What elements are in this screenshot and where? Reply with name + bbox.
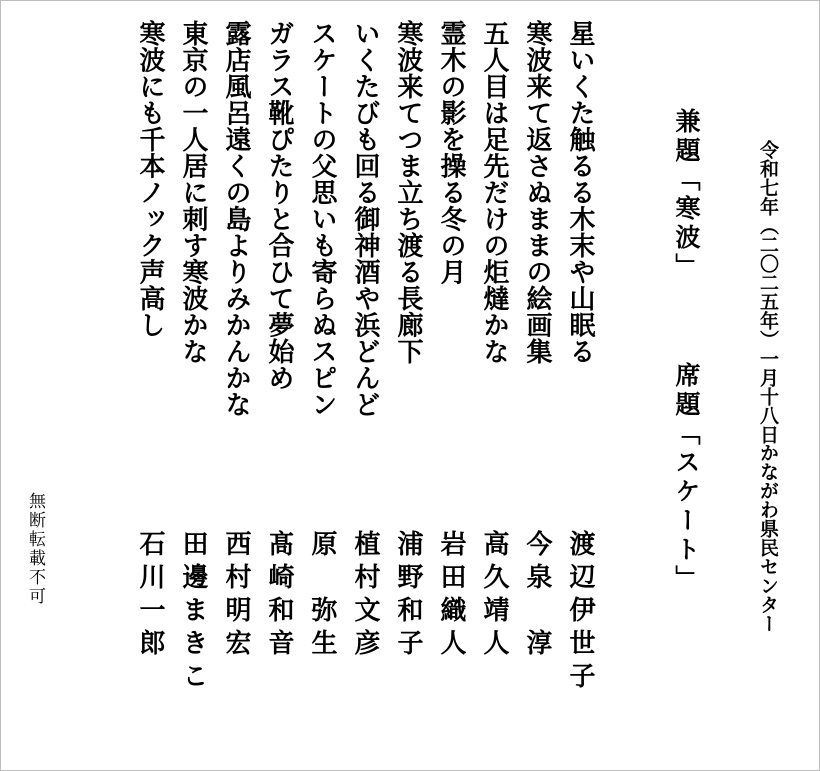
theme-sekidai: 席題「スケート」 xyxy=(672,362,701,594)
haiku-3: 五人目は足先だけの炬燵かな xyxy=(479,20,509,365)
haiku-6: いくたびも回る御神酒や浜どんど xyxy=(350,20,380,418)
haiku-2: 寒波来て返さぬままの絵画集 xyxy=(522,20,552,365)
author-11: 石川一郎 xyxy=(135,530,165,662)
author-10: 田邊まきこ xyxy=(178,530,208,695)
meeting-date: 令和七年（二〇二五年）一月十八日 xyxy=(757,140,779,444)
haiku-7: スケートの父思いも寄らぬスピン xyxy=(307,20,337,418)
haiku-1: 星いくた触るる木末や山眠る xyxy=(565,20,595,365)
haiku-8: ガラス靴ぴたりと合ひて夢始め xyxy=(264,20,294,391)
author-8: 髙崎和音 xyxy=(264,530,294,662)
haiku-9: 露店風呂遠くの島よりみかんかな xyxy=(221,20,251,418)
author-9: 西村明宏 xyxy=(221,530,251,662)
author-4: 岩田織人 xyxy=(436,530,466,662)
author-3: 高久靖人 xyxy=(479,530,509,662)
author-1: 渡辺伊世子 xyxy=(565,530,595,695)
haiku-5: 寒波来てつま立ち渡る長廊下 xyxy=(393,20,423,365)
haiku-4: 霊木の影を操る冬の月 xyxy=(436,20,466,285)
author-6: 植村文彦 xyxy=(350,530,380,662)
author-2: 今泉 淳 xyxy=(522,530,552,662)
no-reproduction-notice: 無断転載不可 xyxy=(25,492,45,606)
theme-kendai: 兼題「寒波」 xyxy=(672,108,701,282)
author-7: 原 弥生 xyxy=(307,530,337,662)
haiku-10: 東京の一人居に刺す寒波かな xyxy=(178,20,208,365)
meeting-venue: かながわ県民センター xyxy=(757,443,779,633)
author-5: 浦野和子 xyxy=(393,530,423,662)
haiku-11: 寒波にも千本ノック声高し xyxy=(135,20,165,338)
